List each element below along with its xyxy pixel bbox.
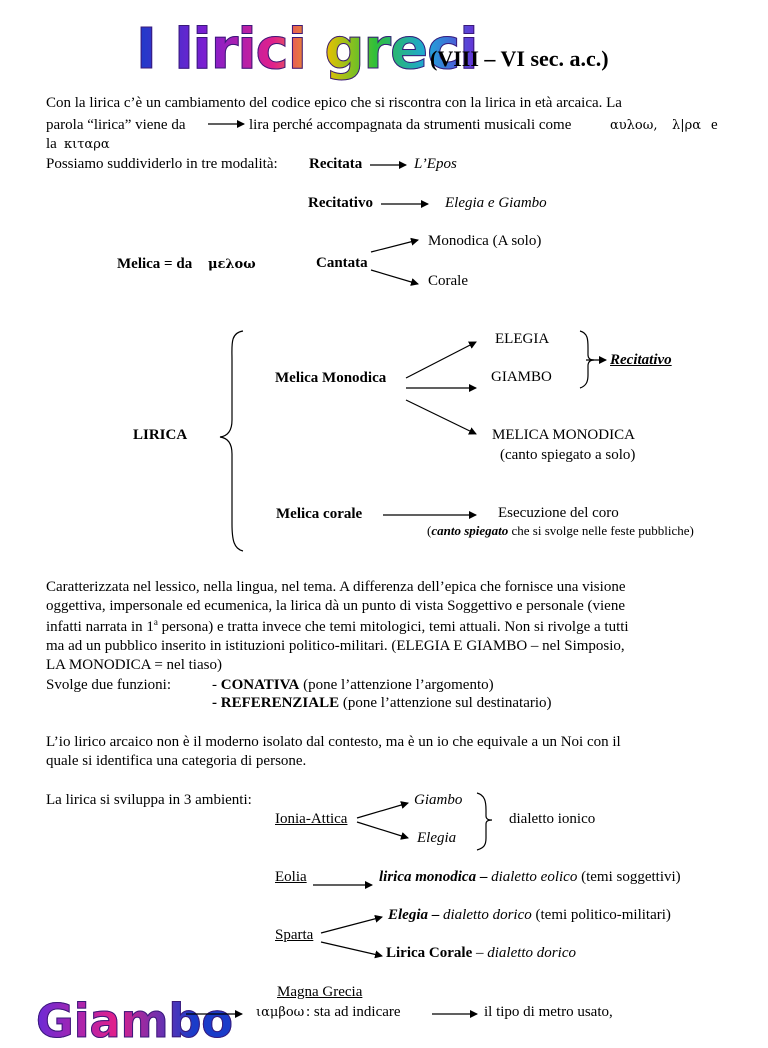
ionia-elegia: Elegia (417, 830, 457, 846)
elegia-giambo-label: Elegia e Giambo (445, 195, 547, 211)
intro-line-3-a: la (46, 136, 57, 152)
arrow-sparta-elegia (321, 917, 382, 933)
dialetto-eolico: dialetto eolico (491, 869, 578, 885)
corale-label: Corale (428, 273, 468, 289)
f2-desc: (pone l’attenzione sul destinatario) (339, 695, 552, 711)
melica-monodica-label: Melica Monodica (275, 370, 387, 386)
temi-soggettivi: (temi soggettivi) (577, 869, 681, 885)
epos-label: L’Epos (414, 156, 457, 172)
arrow-ionia-elegia (357, 822, 408, 838)
canto-spiegato-rest: che si svolge nelle feste pubbliche) (508, 523, 694, 538)
temi-politici: (temi politico-militari) (531, 907, 671, 923)
sparta-dash: – (428, 907, 443, 923)
intro-line-4: Possiamo suddividerlo in tre modalità: (46, 156, 278, 172)
greek-aulos: αυλοω, (610, 118, 658, 133)
giambo-label: GIAMBO (491, 369, 552, 385)
greek-kithara: κιταρα (64, 137, 110, 152)
f1-name: CONATIVA (220, 677, 300, 693)
arrow-melica-monodica (406, 400, 476, 434)
canto-spiegato-term: canto spiegato (431, 523, 509, 538)
sparta-label: Sparta (275, 927, 314, 943)
f1-dash: - (212, 677, 221, 693)
esecuzione-label: Esecuzione del coro (498, 505, 619, 521)
arrow-elegia (406, 342, 476, 378)
melica-label: Melica = da (117, 256, 193, 272)
arrow-sparta-corale (321, 942, 382, 956)
ambienti-intro: La lirica si sviluppa in 3 ambienti: (46, 792, 252, 808)
funzioni-label: Svolge due funzioni: (46, 677, 171, 693)
body-p2-line-1: L’io lirico arcaico non è il moderno isolato dal contesto, ma è un io che equivale a un Noi con il (46, 734, 621, 750)
body-line-4: ma ad un pubblico inserito in istituzioni politico-militari. (ELEGIA E GIAMBO – nel Simposio, (46, 638, 625, 654)
canto-spiegato-open: ( (427, 523, 432, 538)
canto-solo-label: (canto spiegato a solo) (500, 447, 636, 463)
ionia-giambo: Giambo (414, 792, 463, 808)
elegia-label: ELEGIA (495, 331, 550, 347)
body-line-3-sup: a (153, 617, 158, 627)
dialetto-ionico: dialetto ionico (509, 811, 596, 827)
body-p2-line-2: quale si identifica una categoria di persone. (46, 753, 307, 769)
body-line-3-b: persona) e tratta invece che temi mitologici, temi attuali. Non si rivolge a tutti (157, 619, 629, 635)
f2-dash: - (212, 695, 221, 711)
eolia-label: Eolia (275, 869, 307, 885)
ionia-brace (477, 793, 492, 850)
arrow-ionia-giambo (357, 803, 408, 818)
melica-monodica-caps: MELICA MONODICA (492, 427, 635, 443)
recitativo-label: Recitativo (308, 195, 373, 211)
body-line-3-a: infatti narrata in 1 (46, 619, 154, 635)
f2-name: REFERENZIALE (220, 695, 340, 711)
body-line-1: Caratterizzata nel lessico, nella lingua, nel tema. A differenza dell’epica che fornisce una visione (46, 579, 626, 595)
page-title: I lirici greci (136, 17, 478, 82)
lirica-corale: Lirica Corale (386, 945, 473, 961)
lirica-brace (220, 331, 243, 551)
arrow-corale (371, 270, 418, 284)
greek-melos: μελοω (208, 257, 256, 272)
recitativo-tag: Recitativo (610, 352, 672, 368)
f1-desc: (pone l’attenzione l’argomento) (299, 677, 494, 693)
lirica-monodica: lirica monodica (379, 869, 477, 885)
melica-corale-label: Melica corale (276, 506, 363, 522)
corale-dash: – (472, 945, 488, 961)
intro-line-1: Con la lirica c’è un cambiamento del codice epico che si riscontra con la lirica in età arcaica. La (46, 95, 622, 111)
intro-line-2-b: lira perché accompagnata da strumenti musicali come (249, 117, 572, 133)
cantata-label: Cantata (316, 255, 368, 271)
greek-lyra: λ|ρα (672, 118, 702, 133)
dialetto-dorico: dialetto dorico (443, 907, 532, 923)
dialetto-dorico-2: dialetto dorico (487, 945, 576, 961)
intro-line-2-e: e (711, 117, 718, 133)
intro-line-2-a: parola “lirica” viene da (46, 117, 186, 133)
body-line-5: LA MONODICA = nel tiaso) (46, 657, 222, 673)
page-subtitle: (VIII – VI sec. a.c.) (430, 46, 609, 71)
arrow-monodica (371, 240, 418, 252)
giambo-logo: Giambo (36, 994, 234, 1048)
eolia-dash: – (476, 869, 492, 885)
body-line-2: oggettiva, impersonale ed ecumenica, la lirica dà un punto di vista Soggettivo e personale (viene (46, 598, 625, 614)
magna-grecia-label: Magna Grecia (277, 984, 363, 1000)
lirica-label: LIRICA (133, 427, 188, 443)
metro-text: il tipo di metro usato, (484, 1004, 613, 1020)
monodica-label: Monodica (A solo) (428, 233, 542, 249)
ionia-label: Ionia-Attica (275, 811, 348, 827)
sparta-elegia: Elegia (388, 907, 428, 923)
greek-iambos: ιαμβοω (256, 1005, 305, 1020)
sta-ad-indicare: : sta ad indicare (306, 1004, 401, 1020)
recitata-label: Recitata (309, 156, 363, 172)
